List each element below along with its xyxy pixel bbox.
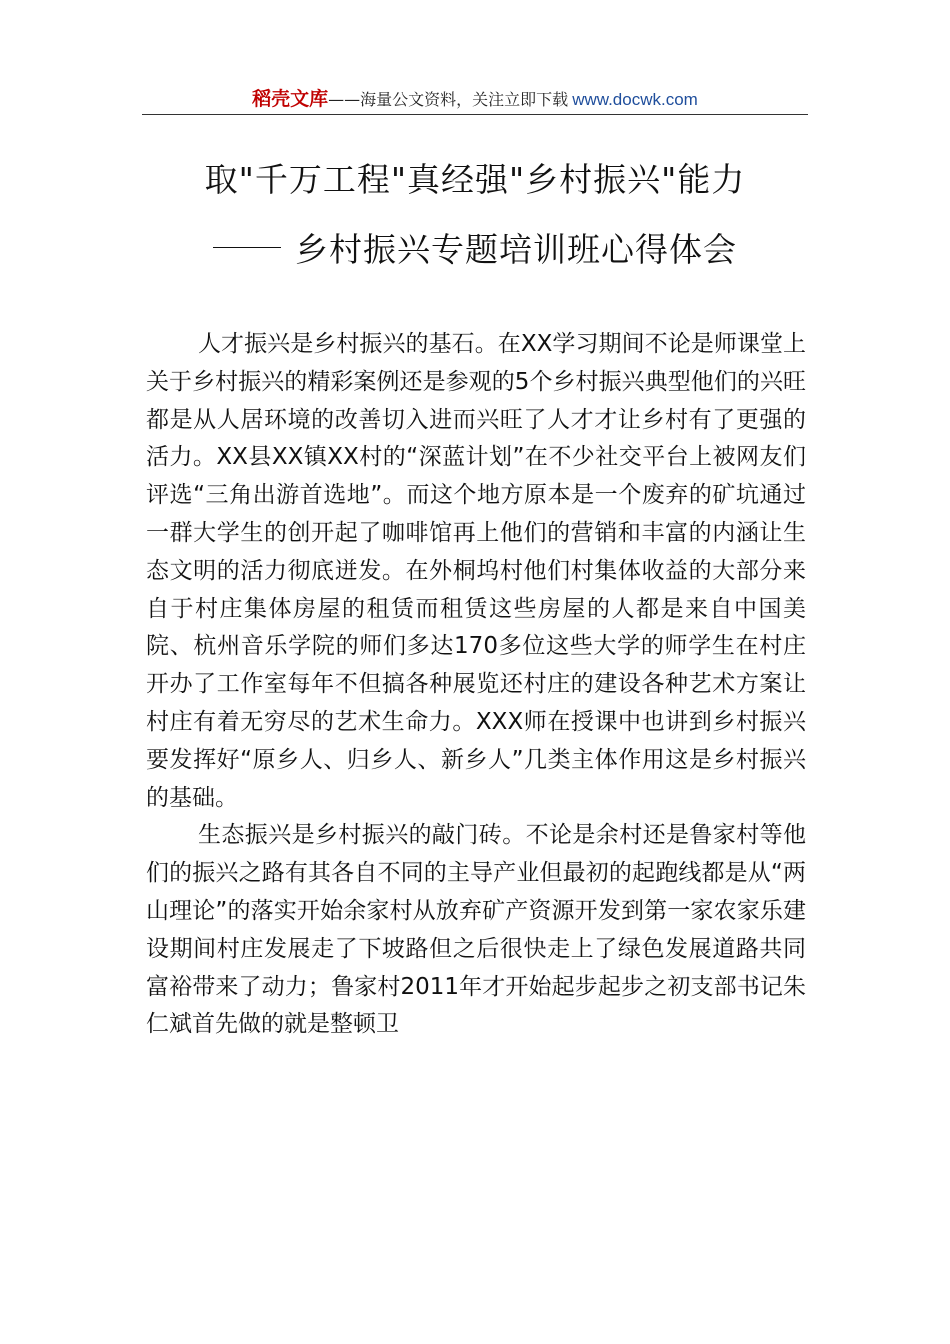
brand-name: 稻壳文库 [252,88,329,110]
subtitle-dash [213,247,281,248]
subtitle-text: 乡村振兴专题培训班心得体会 [295,230,737,269]
document-title: 取"千万工程"真经强"乡村振兴"能力 [204,160,746,199]
header-tagline: ——海量公文资料，关注立即下载 [328,90,569,109]
document-subtitle [142,224,808,271]
document-body [146,326,806,1044]
paragraph-ecology: 生态振兴是乡村振兴的敲门砖。不论是余村还是鲁家村等他们的振兴之路有其各自不同的主导产业但最初的起跑线都是从“两山理论”的落实开始余家村从放弃矿产资源开发到第一家农家乐建设期间村庄发展走了下坡路但之后很快走上了绿色发展道路共同富裕带来了动力；鲁家村2011年才开始起步起步之初支部书记朱仁斌首先做的就是整顿卫 [146,822,806,1038]
header-divider [142,114,808,115]
website-link[interactable]: www.docwk.com [572,90,698,109]
paragraph-talent: 人才振兴是乡村振兴的基石。在XX学习期间不论是师课堂上关于乡村振兴的精彩案例还是参观的5个乡村振兴典型他们的兴旺都是从人居环境的改善切入进而兴旺了人才才让乡村有了更强的活力。XX县XX镇XX村的“深蓝计划”在不少社交平台上被网友们评选“三角出游首选地”。而这个地方原本是一个废弃的矿坑通过一群大学生的创开起了咖啡馆再上他们的营销和丰富的内涵让生态文明的活力彻底迸发。在外桐坞村他们村集体收益的大部分来自于村庄集体房屋的租赁而租赁这些房屋的人都是来自中国美院、杭州音乐学院的师们多达170多位这些大学的师学生在村庄开办了工作室每年不但搞各种展览还村庄的建设各种艺术方案让村庄有着无穷尽的艺术生命力。XXX师在授课中也讲到乡村振兴要发挥好“原乡人、归乡人、新乡人”几类主体作用这是乡村振兴的基础。 [146,331,806,811]
watermark-header [142,84,808,114]
